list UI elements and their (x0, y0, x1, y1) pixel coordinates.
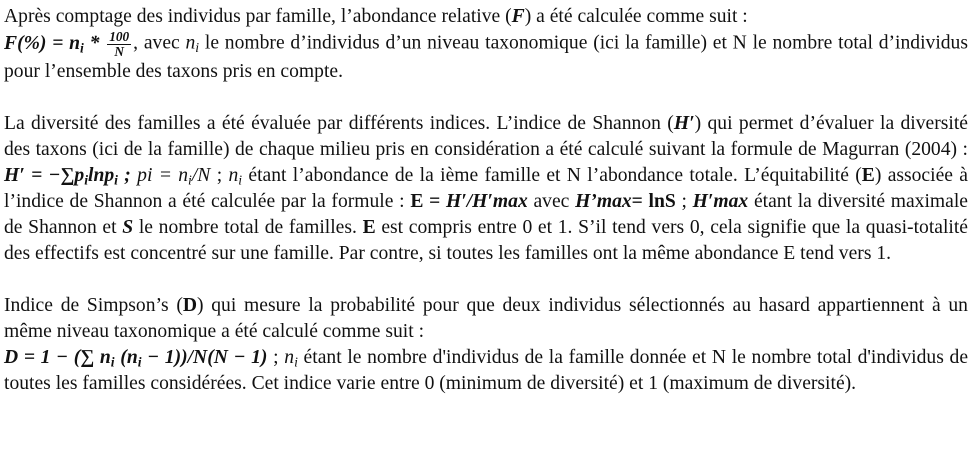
paragraph-shannon (4, 111, 968, 267)
symbol-h: H′ (673, 112, 695, 134)
text: ) qui mesure la probabilité pour que deux individus sélectionnés au hasard appartiennent à un même niveau taxonomique a été calculé comme suit : (4, 294, 968, 342)
text: ; (210, 164, 229, 186)
text: ; (267, 346, 285, 368)
formula-times: * (83, 32, 106, 54)
formula-lhs: F(%) = n (4, 32, 81, 54)
formula-part: ; (117, 164, 138, 186)
text: Indice de Simpson’s ( (4, 294, 183, 316)
text: étant l’abondance de la ième famille et N l’abondance totale. L’équitabilité ( (242, 164, 862, 186)
formula-abundance (4, 33, 105, 54)
pi-part: pi = n (137, 164, 189, 186)
formula-simpson (4, 347, 267, 368)
fraction-denominator: N (114, 43, 124, 59)
formula-part: H′ = −∑p (4, 164, 85, 186)
formula-part: (n (114, 346, 138, 368)
text: ) qui permet d’évaluer la diversité des taxons (ici de la famille) de chaque milieu pris en considération a été calculé suivant la formule de Magurran (2004) : (4, 112, 968, 160)
text: , avec (133, 32, 186, 54)
text: ) a été calculée comme suit : (524, 6, 748, 27)
symbol-e: E (362, 216, 376, 238)
paragraph-simpson (4, 293, 968, 397)
subscript: i (238, 172, 243, 188)
text: est compris entre 0 et 1. S’il tend vers 0, cela signifie que la quasi-totalité des effectifs est concentré sur une famille. Par contre, si toutes les familles ont la même abondance E tend vers 1. (4, 216, 968, 264)
symbol-hmax: H’max (575, 190, 632, 212)
symbol-hmax: H′max (692, 190, 749, 212)
subscript: i (114, 172, 118, 188)
symbol-d: D (182, 294, 197, 316)
subscript: i (80, 40, 84, 56)
text: étant le nombre d'individus de la famille donnée et N le nombre total d'individus de toutes les familles considérées. Cet indice varie entre 0 (minimum de diversité) et 1 (maximum de diversité). (4, 346, 969, 394)
formula-shannon (4, 165, 137, 186)
text: Après comptage des individus par famille, l’abondance relative ( (4, 6, 512, 27)
formula-e: E = (410, 190, 446, 212)
symbol-f: F (511, 6, 525, 27)
symbol-s: S (122, 216, 134, 238)
text: ; (675, 190, 693, 212)
subscript: i (294, 354, 298, 370)
text: le nombre d’individus d’un niveau taxonomique (ici la famille) et N le nombre total d’individus pour l’ensemble des taxons pris en compte. (4, 32, 968, 82)
fraction (107, 30, 131, 59)
formula-part: lnp (88, 164, 115, 186)
subscript: i (110, 354, 115, 370)
text: ) associée à l’indice de Shannon a été calculée par la formule : (4, 164, 968, 212)
text: avec (527, 190, 576, 212)
text: le nombre total de familles. (133, 216, 363, 238)
formula-e-ratio: H′/H′max (445, 190, 528, 212)
formula-part: − 1))/N(N − 1) (141, 346, 268, 368)
text: La diversité des familles a été évaluée par différents indices. L’indice de Shannon ( (4, 112, 674, 134)
symbol-ni: n (185, 32, 196, 54)
formula-part: D = 1 − (∑ n (4, 346, 111, 368)
subscript: i (137, 354, 142, 370)
subscript: i (195, 40, 200, 56)
text: étant la diversité maximale de Shannon et (4, 190, 968, 238)
symbol-ni: n (228, 164, 239, 186)
symbol-ni: n (284, 346, 295, 368)
pi-part: /N (191, 164, 211, 186)
symbol-e: E (861, 164, 875, 186)
paragraph-relative-abundance (4, 4, 968, 85)
subscript: i (188, 172, 192, 188)
fraction-numerator: 100 (109, 29, 130, 44)
pi-definition (137, 165, 210, 186)
formula-hmax: = lnS (631, 190, 676, 212)
subscript: i (84, 172, 89, 188)
